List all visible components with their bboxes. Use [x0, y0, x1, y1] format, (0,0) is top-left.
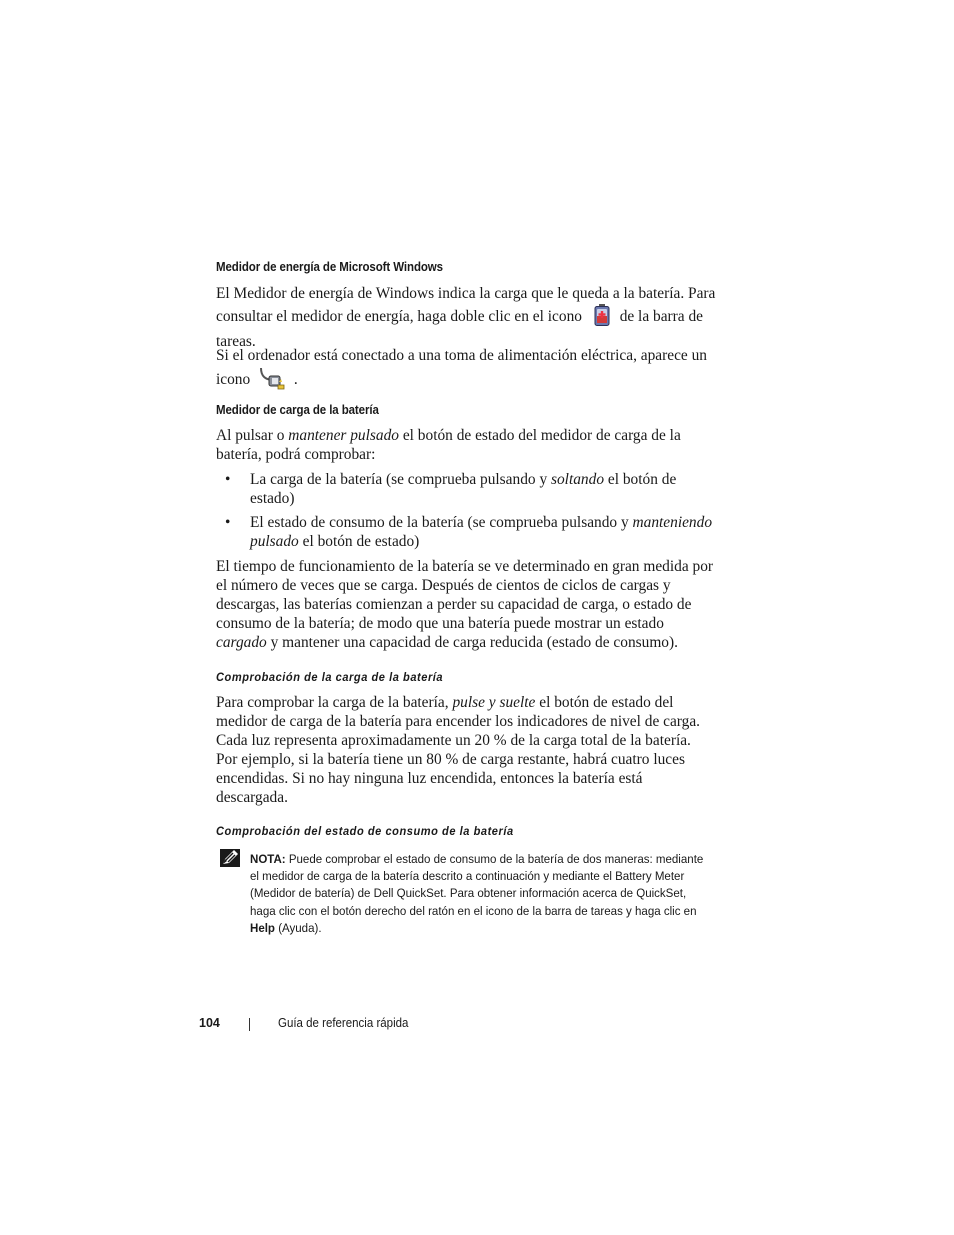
- footer-title: Guía de referencia rápida: [278, 1016, 409, 1030]
- power-plug-icon: [258, 365, 286, 396]
- paragraph-battery-lifetime: El tiempo de funcionamiento de la batería se ve determinado en gran medida por el número de veces que se carga. Después de cientos de ciclos de cargas y descargas, las baterías comienzan a perder su capacidad de carga, o estado de consumo de la batería; de modo que una batería puede mostrar un estado cargado y mantener una capacidad de carga reducida (estado de consumo).: [216, 558, 714, 651]
- note-label: NOTA:: [250, 852, 286, 866]
- paragraph-gauge-intro: Al pulsar o mantener pulsado el botón de estado del medidor de carga de la batería, podrá comprobar:: [216, 427, 681, 463]
- bullet-icon: •: [225, 514, 231, 531]
- page-number: 104: [199, 1016, 220, 1030]
- bullet-list: [216, 470, 716, 556]
- paragraph-check-charge: Para comprobar la carga de la batería, pulse y suelte el botón de estado del medidor de carga de la batería para encender los indicadores de nivel de carga. Cada luz representa aproximadamente un 20 % de la carga total de la batería. Por ejemplo, si la batería tiene un 80 % de carga restante, habrá cuatro luces encendidas. Si no hay ninguna luz encendida, entonces la batería está descargada.: [216, 694, 701, 806]
- paragraph-power-meter: El Medidor de energía de Windows indica la carga que le queda a la batería. Para consultar el medidor de energía, haga doble clic en el icono de la barra de tareas.: [216, 285, 716, 350]
- section-heading-check-health: Comprobación del estado de consumo de la batería: [216, 824, 514, 838]
- page-footer: [199, 1016, 409, 1030]
- section-heading-check-charge: Comprobación de la carga de la batería: [216, 670, 444, 684]
- paragraph-ac-power-icon: Si el ordenador está conectado a una toma de alimentación eléctrica, aparece un icono .: [216, 346, 716, 396]
- help-label: Help: [250, 920, 275, 935]
- note-box: NOTA: Puede comprobar el estado de consumo de la batería de dos maneras: mediante el medidor de carga de la batería descrito a continuación y mediante el Battery Meter (Medidor de batería) de Dell QuickSet. Para obtener información acerca de QuickSet, haga clic con el botón derecho del ratón en el icono de la barra de tareas y haga clic en Help (Ayuda).: [250, 852, 704, 935]
- battery-icon: [592, 303, 612, 332]
- footer-divider: [249, 1018, 250, 1031]
- section-heading-battery-charge-gauge: Medidor de carga de la batería: [216, 403, 379, 417]
- list-item: • La carga de la batería (se comprueba pulsando y soltando el botón de estado): [225, 471, 677, 507]
- bullet-icon: •: [225, 471, 231, 488]
- list-item: • El estado de consumo de la batería (se comprueba pulsando y manteniendo pulsado el botón de estado): [225, 514, 713, 550]
- note-pencil-icon: [219, 848, 241, 873]
- section-heading-windows-power-meter: Medidor de energía de Microsoft Windows: [216, 260, 443, 274]
